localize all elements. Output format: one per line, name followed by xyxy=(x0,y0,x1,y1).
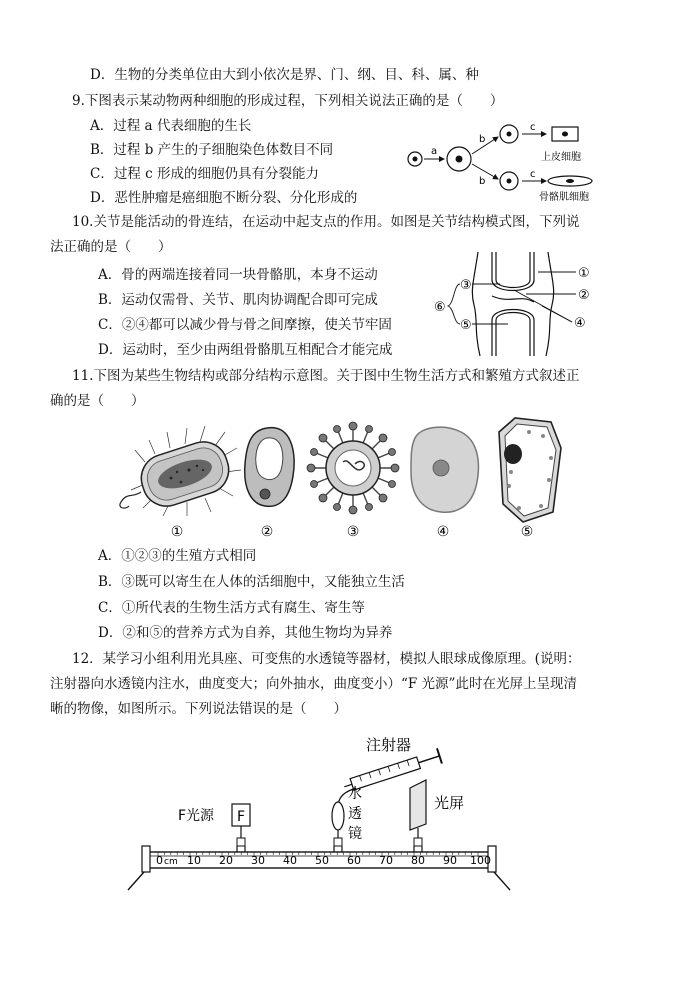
ruler-tick-90: 90 xyxy=(443,854,457,867)
joint-cavity xyxy=(492,296,534,302)
organism-label-5: ⑤ xyxy=(520,524,534,540)
cell-1 xyxy=(408,152,422,166)
joint-capsule-right xyxy=(546,252,554,356)
q11-stem-line2: 确的是（ ） xyxy=(50,393,145,409)
ruler-tick-60: 60 xyxy=(347,854,361,867)
lens-label-1: 水 xyxy=(348,786,362,802)
q12-stem-line2: 注射器向水透镜内注水，曲度变大；向外抽水，曲度变小）“F 光源”此时在光屏上呈现清 xyxy=(50,676,577,692)
organism-label-1: ① xyxy=(170,524,184,540)
q12-stem-line3: 晰的物像，如图所示。下列说法错误的是（ ） xyxy=(50,701,347,717)
ruler-tick-50: 50 xyxy=(315,854,329,867)
cell-3-upper xyxy=(500,125,518,143)
animal-cell-illustration xyxy=(411,427,478,512)
joint-label-3: ③ xyxy=(460,278,472,293)
arrow-c-upper-label: c xyxy=(530,122,536,133)
q10-option-c: C．②④都可以减少骨与骨之间摩擦，使关节牢固 xyxy=(98,317,392,333)
syringe-label: 注射器 xyxy=(366,736,412,754)
q9-option-a: A．过程 a 代表细胞的生长 xyxy=(90,118,252,134)
q10-option-a: A．骨的两端连接着同一块骨骼肌，本身不运动 xyxy=(98,267,378,283)
light-source-label: F光源 xyxy=(178,808,215,824)
q10-stem-line1: 10.关节是能活动的骨连结，在运动中起支点的作用。如图是关节结构模式图，下列说 xyxy=(72,214,580,230)
yeast-cell-illustration xyxy=(245,428,294,507)
screen-label: 光屏 xyxy=(434,794,465,812)
ruler-tick-10: 10 xyxy=(187,854,201,867)
cell-3-lower xyxy=(500,172,518,190)
q11-stem-line1: 11.下图为某些生物结构或部分结构示意图。关于图中生物生活方式和繁殖方式叙述正 xyxy=(72,368,580,384)
organism-label-4: ④ xyxy=(436,524,450,540)
joint-label-6: ⑥ xyxy=(434,300,446,315)
upper-bone-inner xyxy=(496,252,530,288)
joint-label-2: ② xyxy=(578,288,590,303)
q8-option-d: D．生物的分类单位由大到小依次是界、门、纲、目、科、属、种 xyxy=(90,67,479,83)
arrow-c-lower-label: c xyxy=(530,169,536,180)
arrow-a-label: a xyxy=(431,146,438,157)
joint-capsule-left xyxy=(472,252,480,356)
arrow-b-lower-label: b xyxy=(479,176,486,187)
light-source-letter: F xyxy=(236,809,246,825)
q10-option-b: B．运动仅需骨、关节、肌肉协调配合即可完成 xyxy=(98,292,378,308)
q10-option-d: D．运动时，至少由两组骨骼肌互相配合才能完成 xyxy=(98,342,393,358)
ruler-tick-80: 80 xyxy=(411,854,425,867)
q10-stem-line2: 法正确的是（ ） xyxy=(50,239,172,255)
plant-cell-illustration xyxy=(499,418,561,522)
epithelial-cell xyxy=(552,127,578,141)
ruler-tick-40: 40 xyxy=(283,854,297,867)
q9-option-d: D．恶性肿瘤是癌细胞不断分裂、分化形成的 xyxy=(90,190,358,206)
q11-option-d: D．②和⑤的营养方式为自养，其他生物均为异养 xyxy=(98,625,393,641)
lower-bone-inner xyxy=(496,313,530,357)
arrow-b-upper-label: b xyxy=(479,134,486,145)
joint-structure-figure xyxy=(430,250,600,358)
bacterium-illustration xyxy=(120,426,241,516)
q9-option-b: B．过程 b 产生的子细胞染色体数目不同 xyxy=(90,142,334,158)
epithelial-cell-label: 上皮细胞 xyxy=(541,152,581,163)
lens-label-3: 镜 xyxy=(348,826,362,842)
ruler-tick-0: 0 xyxy=(156,854,163,867)
ruler-tick-30: 30 xyxy=(251,854,265,867)
joint-label-1: ① xyxy=(578,266,590,281)
optical-rail xyxy=(128,846,510,890)
joint-label-5: ⑤ xyxy=(460,318,472,333)
cell-division-figure xyxy=(398,122,598,202)
q11-option-a: A．①②③的生殖方式相同 xyxy=(98,548,257,564)
virus-illustration xyxy=(307,422,399,514)
skeletal-muscle-cell-label: 骨骼肌细胞 xyxy=(539,192,589,202)
q11-option-c: C．①所代表的生物生活方式有腐生、寄生等 xyxy=(98,600,365,616)
q9-option-c: C．过程 c 形成的细胞仍具有分裂能力 xyxy=(90,166,319,182)
water-lens-illustration xyxy=(332,802,344,852)
lens-label-2: 透 xyxy=(348,806,362,822)
ruler-tick-100: 100 xyxy=(470,854,491,867)
organism-label-2: ② xyxy=(260,524,274,540)
ruler-tick-70: 70 xyxy=(379,854,393,867)
ruler-unit: cm xyxy=(164,857,178,867)
optical-bench-figure xyxy=(120,730,530,895)
q9-stem: 9.下图表示某动物两种细胞的形成过程，下列相关说法正确的是（ ） xyxy=(72,93,504,109)
organisms-figure xyxy=(115,412,585,542)
organism-label-3: ③ xyxy=(346,524,360,540)
q11-option-b: B．③既可以寄生在人体的活细胞中，又能独立生活 xyxy=(98,574,405,590)
skeletal-muscle-cell xyxy=(548,176,592,186)
q12-stem-line1: 12．某学习小组利用光具座、可变焦的水透镜等器材，模拟人眼球成像原理。(说明： xyxy=(72,651,581,667)
ruler-tick-20: 20 xyxy=(219,854,233,867)
cell-2 xyxy=(447,147,471,171)
joint-label-4: ④ xyxy=(574,316,586,331)
screen-illustration xyxy=(410,780,426,852)
